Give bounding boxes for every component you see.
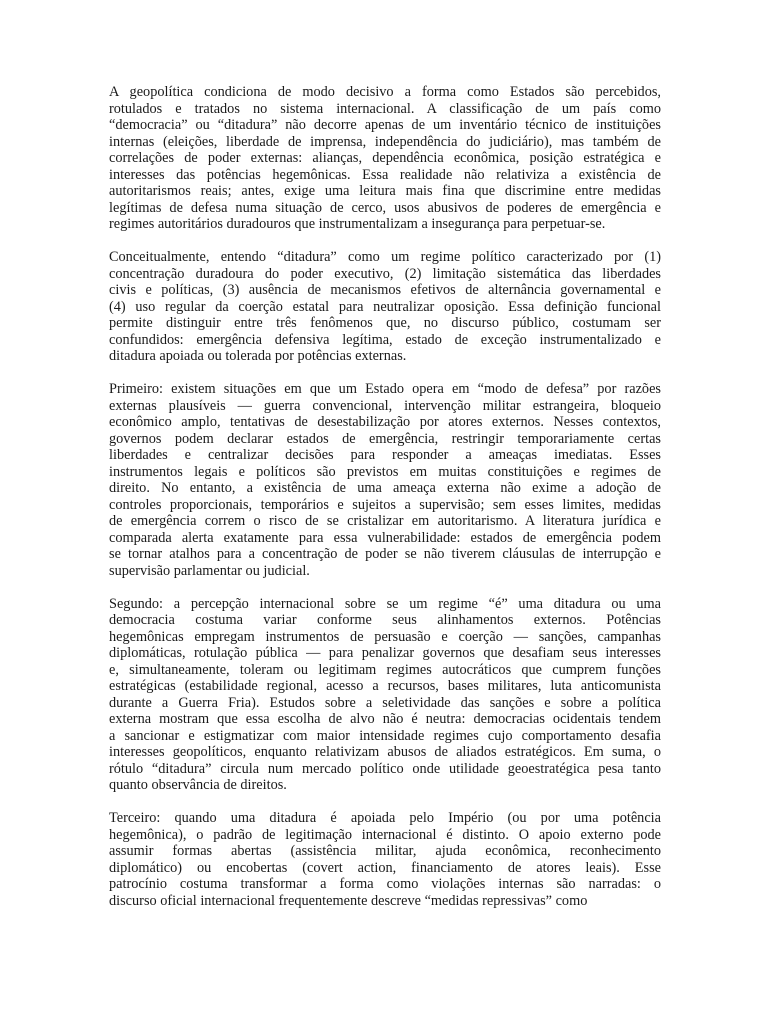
text-line: civis e políticas, (3) ausência de mecanismos efetivos de alternância governamental e xyxy=(109,282,661,298)
text-line: patrocínio costuma transformar a forma como violações internas são narradas: o xyxy=(109,876,661,892)
text-line: internas (eleições, liberdade de imprensa, independência do judiciário), mas também de xyxy=(109,133,661,150)
paragraph-1 xyxy=(109,84,661,233)
text-line: ditadura apoiada ou tolerada por potências externas. xyxy=(109,348,407,364)
text-line: instrumentos legais e políticos são previstos em muitas constituições e regimes de xyxy=(109,463,661,480)
paragraph-5 xyxy=(109,810,661,909)
text-line: Primeiro: existem situações em que um Estado opera em “modo de defesa” por razões xyxy=(109,381,661,397)
text-line: durante a Guerra Fria). Estudos sobre a seletividade das sanções e sobre a política xyxy=(109,694,661,711)
text-line: regimes autoritários duradouros que instrumentalizam a insegurança para perpetuar-se. xyxy=(109,216,606,232)
text-line: democracia costuma variar conforme seus alinhamentos externos. Potências xyxy=(109,612,661,628)
text-line: hegemônicas empregam instrumentos de persuasão e coerção — sanções, campanhas xyxy=(109,628,661,645)
text-line: a sancionar e estigmatizar com maior intensidade regimes cujo comportamento desafia xyxy=(109,727,661,744)
text-line: de emergência correm o risco de se cristalizar em autoritarismo. A literatura jurídica e xyxy=(109,513,661,529)
text-line: permite distinguir entre três fenômenos que, no discurso público, costumam ser xyxy=(109,315,661,331)
text-line: discurso oficial internacional frequentemente descreve “medidas repressivas” como xyxy=(109,892,588,909)
document-page xyxy=(109,84,661,926)
text-line: (4) uso regular da coerção estatal para neutralizar oposição. Essa definição funcional xyxy=(109,298,661,315)
paragraph-2 xyxy=(109,249,661,365)
text-line: estratégicas (estabilidade regional, acesso a recursos, bases militares, luta anticomunista xyxy=(109,678,661,694)
text-line: externa mostram que essa escolha de alvo não é neutra: democracias ocidentais tendem xyxy=(109,711,661,727)
text-line: interesses geopolíticos, enquanto relativizam abusos de aliados estratégicos. Em suma, o xyxy=(109,744,661,760)
text-line: Segundo: a percepção internacional sobre se um regime “é” uma ditadura ou uma xyxy=(109,595,661,612)
text-line: comparada alerta exatamente para essa vulnerabilidade: estados de emergência podem xyxy=(109,529,661,546)
text-line: direito. No entanto, a existência de uma ameaça externa não exime a adoção de xyxy=(109,480,661,496)
text-line: assumir formas abertas (assistência militar, ajuda econômica, reconhecimento xyxy=(109,843,661,859)
text-line: hegemônica), o padrão de legitimação internacional é distinto. O apoio externo pode xyxy=(109,826,661,843)
text-line: A geopolítica condiciona de modo decisivo a forma como Estados são percebidos, xyxy=(109,84,661,100)
paragraph-3 xyxy=(109,381,661,579)
text-line: rótulo “ditadura” circula num mercado político onde utilidade geoestratégica pesa tanto xyxy=(109,760,661,777)
text-line: econômico amplo, tentativas de desestabilização por atores externos. Nesses contextos, xyxy=(109,414,661,430)
text-line: rotulados e tratados no sistema internacional. A classificação de um país como xyxy=(109,100,661,117)
text-line: concentração duradoura do poder executivo, (2) limitação sistemática das liberdades xyxy=(109,265,661,282)
text-line: confundidos: emergência defensiva legítima, estado de exceção instrumentalizado e xyxy=(109,331,661,348)
text-line: governos podem declarar estados de emergência, restringir temporariamente certas xyxy=(109,430,661,447)
text-line: Terceiro: quando uma ditadura é apoiada pelo Império (ou por uma potência xyxy=(109,810,661,826)
text-line: diplomáticas, rotulação pública — para penalizar governos que desafiam seus interesses xyxy=(109,645,661,661)
text-line: “democracia” ou “ditadura” não decorre apenas de um inventário técnico de instituições xyxy=(109,117,661,133)
paragraph-4 xyxy=(109,596,661,794)
text-line: correlações de poder externas: alianças, dependência econômica, posição estratégica e xyxy=(109,150,661,166)
text-line: liberdades e centralizar decisões para responder a ameaças imediatas. Esses xyxy=(109,447,661,463)
text-line: legítimas de defesa numa situação de cerco, usos abusivos de poderes de emergência e xyxy=(109,199,661,216)
text-line: se tornar atalhos para a concentração de poder se não tiverem cláusulas de interrupção e xyxy=(109,546,661,562)
text-line: supervisão parlamentar ou judicial. xyxy=(109,562,310,579)
text-line: externas plausíveis — guerra convencional, intervenção militar estrangeira, bloqueio xyxy=(109,397,661,414)
text-line: Conceitualmente, entendo “ditadura” como um regime político caracterizado por (1) xyxy=(109,249,661,265)
text-line: quanto observância de direitos. xyxy=(109,777,287,793)
text-line: autoritarismos reais; antes, exige uma leitura mais fina que discrimine entre medidas xyxy=(109,183,661,199)
text-line: diplomático) ou encobertas (covert action, financiamento de atores leais). Esse xyxy=(109,859,661,876)
text-line: e, simultaneamente, toleram ou legitimam regimes autocráticos que cumprem funções xyxy=(109,661,661,678)
text-line: interesses das potências hegemônicas. Essa realidade não relativiza a existência de xyxy=(109,166,661,183)
text-line: controles proporcionais, temporários e sujeitos a supervisão; sem esses limites, medidas xyxy=(109,496,661,513)
